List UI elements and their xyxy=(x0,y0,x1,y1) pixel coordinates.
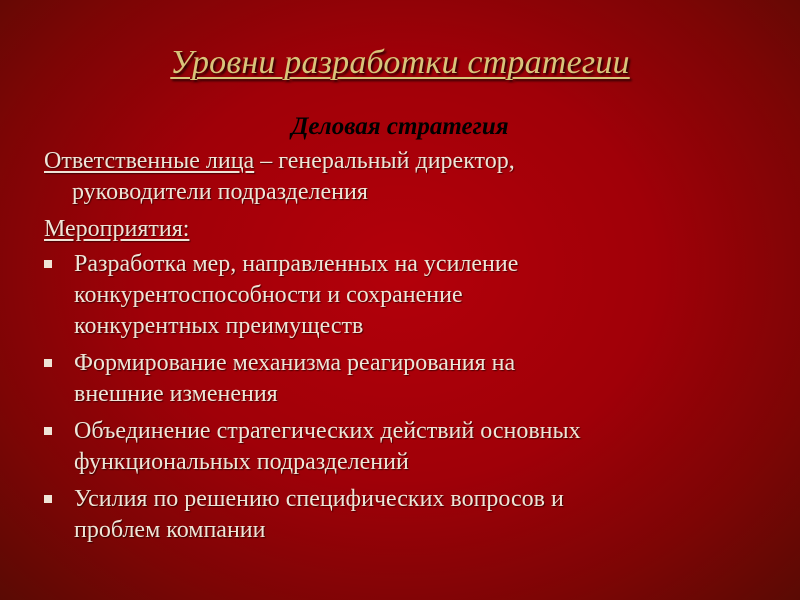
events-label-paragraph xyxy=(44,214,774,245)
square-bullet-icon xyxy=(44,260,52,268)
list-item xyxy=(44,348,774,410)
slide-body xyxy=(44,146,774,552)
list-item xyxy=(44,249,774,342)
events-list xyxy=(44,249,774,546)
events-label: Мероприятия: xyxy=(44,216,190,242)
list-item-line: проблем компании xyxy=(74,517,266,543)
slide-subtitle: Деловая стратегия xyxy=(291,113,509,140)
list-item xyxy=(44,484,774,546)
responsible-paragraph xyxy=(44,146,774,208)
list-item-line: внешние изменения xyxy=(74,381,278,407)
list-item-line: Усилия по решению специфических вопросов и xyxy=(74,486,564,512)
slide-title: Уровни разработки стратегии xyxy=(170,44,630,81)
square-bullet-icon xyxy=(44,495,52,503)
square-bullet-icon xyxy=(44,427,52,435)
list-item-line: Объединение стратегических действий основных xyxy=(74,418,581,444)
responsible-line2: руководители подразделения xyxy=(72,179,368,205)
list-item-line: конкурентных преимуществ xyxy=(74,313,364,339)
list-item-line: функциональных подразделений xyxy=(74,449,409,475)
square-bullet-icon xyxy=(44,359,52,367)
list-item-line: конкурентоспособности и сохранение xyxy=(74,282,463,308)
list-item-line: Разработка мер, направленных на усиление xyxy=(74,251,519,277)
responsible-dash: – xyxy=(254,148,279,174)
responsible-label: Ответственные лица xyxy=(44,148,255,174)
list-item xyxy=(44,416,774,478)
list-item-line: Формирование механизма реагирования на xyxy=(74,350,516,376)
responsible-line1: генеральный директор, xyxy=(278,148,515,174)
